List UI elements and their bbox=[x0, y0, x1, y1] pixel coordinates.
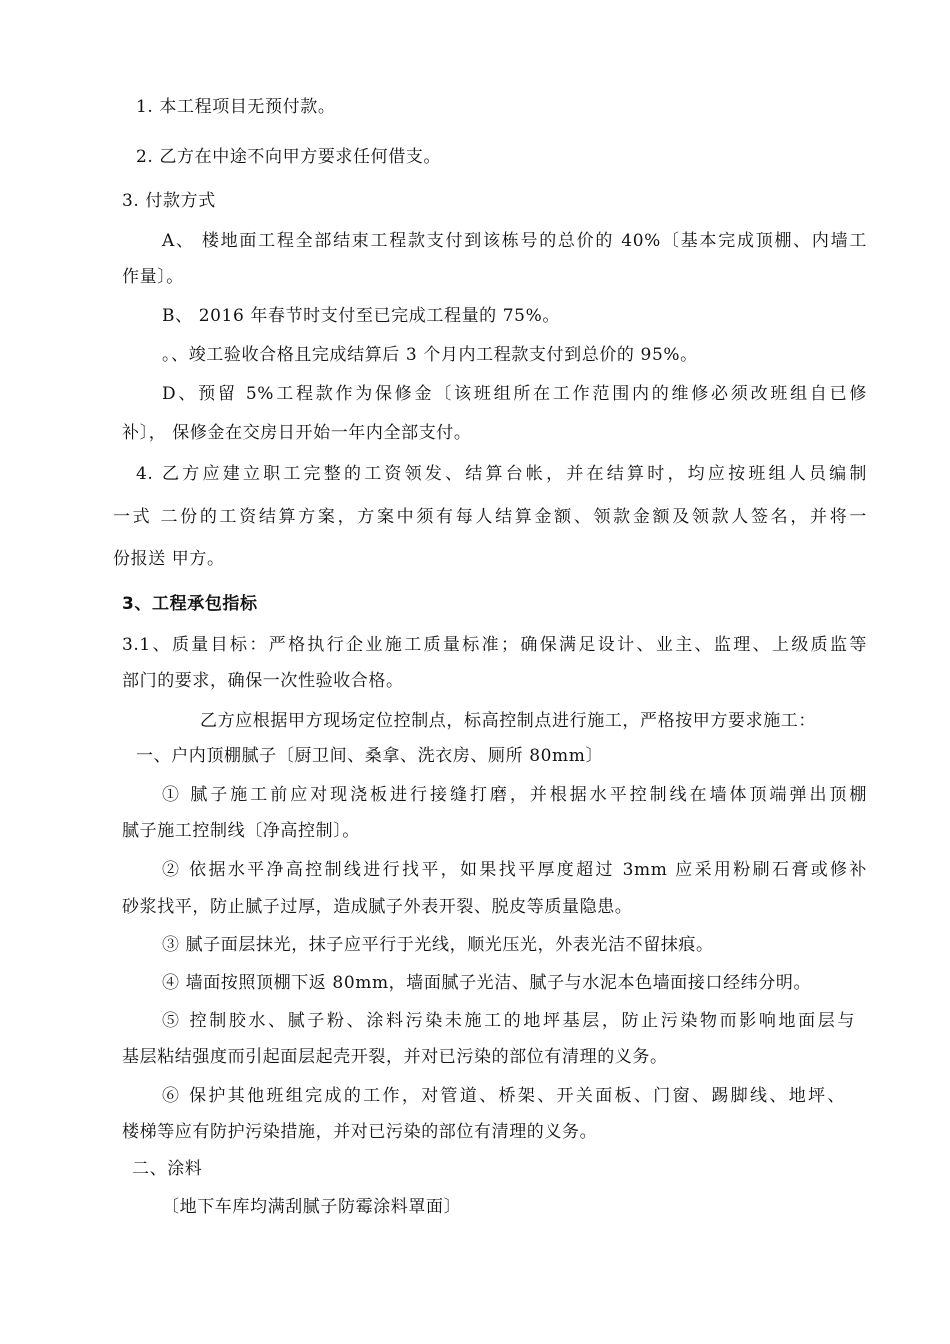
text-line: 砂浆找平，防止腻子过厚，造成腻子外表开裂、脱皮等质量隐患。 bbox=[122, 897, 633, 917]
text-line: 3.1、质量目标：严格执行企业施工质量标准；确保满足设计、业主、监理、上级质监等 bbox=[122, 635, 867, 655]
text-line: 部门的要求，确保一次性验收合格。 bbox=[122, 671, 404, 691]
text-line: 〔地下车库均满刮腻子防霉涂料罩面〕 bbox=[162, 1197, 462, 1217]
text-line: 乙方应根据甲方现场定位控制点，标高控制点进行施工，严格按甲方要求施工： bbox=[200, 711, 816, 731]
text-line: ⑥ 保护其他班组完成的工作，对管道、桥架、开关面板、门窗、踢脚线、地坪、 bbox=[162, 1086, 845, 1106]
text-line: 作量〕。 bbox=[122, 267, 184, 287]
subsection-heading: 一、户内顶棚腻子〔厨卫间、桑拿、洗衣房、厕所 80mm〕 bbox=[136, 746, 604, 766]
text-line: D、预留 5%工程款作为保修金〔该班组所在工作范围内的维修必须改班组自已修 bbox=[162, 384, 867, 404]
text-line: 。、竣工验收合格且完成结算后 3 个月内工程款支付到总价的 95%。 bbox=[162, 345, 698, 365]
text-line: ① 腻子施工前应对现浇板进行接缝打磨，并根据水平控制线在墙体顶端弹出顶棚 bbox=[162, 785, 867, 805]
text-line: 4. 乙方应建立职工完整的工资领发、结算台帐，并在结算时，均应按班组人员编制 bbox=[136, 464, 867, 484]
text-line: 楼梯等应有防护污染措施，并对已污染的部位有清理的义务。 bbox=[122, 1122, 598, 1142]
text-line: ④ 墙面按照顶棚下返 80mm，墙面腻子光洁、腻子与水泥本色墙面接口经纬分明。 bbox=[162, 973, 812, 993]
text-line: 份报送 甲方。 bbox=[113, 549, 225, 569]
text-line: 基层粘结强度而引起面层起壳开裂，并对已污染的部位有清理的义务。 bbox=[122, 1047, 668, 1067]
subsection-heading: 二、涂料 bbox=[132, 1159, 203, 1179]
text-line: ⑤ 控制胶水、腻子粉、涂料污染未施工的地坪基层，防止污染物而影响地面层与 bbox=[162, 1011, 855, 1031]
text-line: 补〕， 保修金在交房日开始一年内全部支付。 bbox=[122, 423, 472, 443]
text-line: B、 2016 年春节时支付至已完成工程量的 75%。 bbox=[162, 306, 560, 326]
section-heading: 3. 付款方式 bbox=[122, 191, 216, 211]
text-line: 腻子施工控制线〔净高控制〕。 bbox=[122, 821, 360, 841]
text-line: 一式 二份的工资结算方案，方案中须有每人结算金额、领款金额及领款人签名，并将一 bbox=[113, 507, 867, 527]
text-line: ② 依据水平净高控制线进行找平，如果找平厚度超过 3mm 应采用粉刷石膏或修补 bbox=[162, 860, 867, 880]
section-heading: 3、工程承包指标 bbox=[122, 594, 258, 614]
text-line: ③ 腻子面层抹光，抹子应平行于光线，顺光压光，外表光洁不留抹痕。 bbox=[162, 935, 714, 955]
text-line: A、 楼地面工程全部结束工程款支付到该栋号的总价的 40%〔基本完成顶棚、内墙工 bbox=[162, 231, 867, 251]
text-line: 2. 乙方在中途不向甲方要求任何借支。 bbox=[136, 147, 442, 167]
text-line: 1. 本工程项目无预付款。 bbox=[136, 97, 336, 117]
